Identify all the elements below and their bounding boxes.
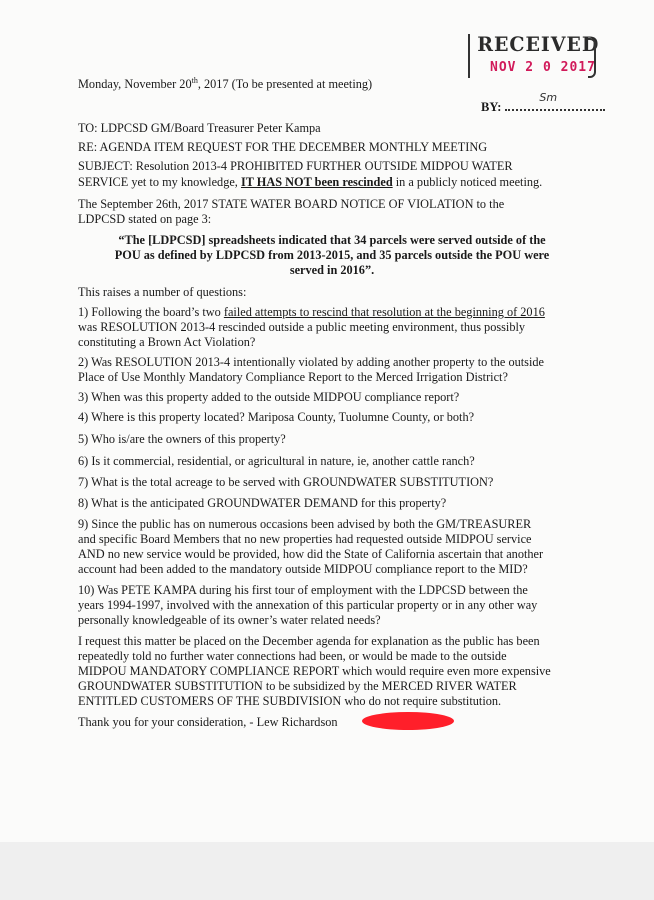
stamp-left-bracket — [468, 34, 474, 78]
question-1-pre: 1) Following the board’s two — [78, 305, 224, 319]
to-line: TO: LDPCSD GM/Board Treasurer Peter Kampa — [78, 121, 321, 135]
date-line-prefix: Monday, November 20 — [78, 77, 192, 91]
question-4: 4) Where is this property located? Mariposa County, Tuolumne County, or both? — [78, 410, 475, 424]
question-9-line-1: 9) Since the public has on numerous occasions been advised by both the GM/TREASURER — [78, 517, 532, 531]
question-6: 6) Is it commercial, residential, or agricultural in nature, ie, another cattle ranch? — [78, 454, 475, 468]
question-9-line-2: and specific Board Members that no new properties had requested outside MIDPOU service — [78, 532, 532, 546]
question-1-underlined: failed attempts to rescind that resolution at the beginning of 2016 — [223, 305, 545, 319]
subject-line-1: SUBJECT: Resolution 2013-4 PROHIBITED FURTHER OUTSIDE MIDPOU WATER — [78, 159, 513, 173]
request-line-5: ENTITLED CUSTOMERS OF THE SUBDIVISION who do not require substitution. — [78, 694, 502, 708]
question-1-line-3: constituting a Brown Act Violation? — [78, 335, 256, 349]
notice-line-1: The September 26th, 2017 STATE WATER BOARD NOTICE OF VIOLATION to the — [78, 197, 505, 211]
raises-line: This raises a number of questions: — [78, 285, 247, 299]
signature-redaction — [362, 712, 454, 730]
question-10-line-2: years 1994-1997, involved with the annexation of this particular property or in any other way — [78, 598, 538, 612]
question-2-line-1: 2) Was RESOLUTION 2013-4 intentionally violated by adding another property to the outside — [78, 355, 544, 369]
date-line-suffix: , 2017 (To be presented at meeting) — [197, 77, 373, 91]
question-2-line-2: Place of Use Monthly Mandatory Compliance Report to the Merced Irrigation District? — [78, 370, 508, 384]
stamp-right-bracket — [588, 38, 596, 78]
subject-line-2-pre: SERVICE yet to my knowledge, — [78, 175, 241, 189]
stamp-received-text: RECEIVED — [477, 32, 600, 56]
question-7: 7) What is the total acreage to be served with GROUNDWATER SUBSTITUTION? — [78, 475, 494, 489]
question-10-line-3: personally knowledgeable of its owner’s water related needs? — [78, 613, 381, 627]
question-1-line-1 — [78, 305, 545, 320]
question-8: 8) What is the anticipated GROUNDWATER DEMAND for this property? — [78, 496, 447, 510]
notice-line-2: LDPCSD stated on page 3: — [78, 212, 212, 226]
by-dotted-line — [505, 91, 605, 111]
closing-line: Thank you for your consideration, - Lew Richardson — [78, 715, 338, 729]
request-line-1: I request this matter be placed on the December agenda for explanation as the public has been — [78, 634, 540, 648]
request-line-3: MIDPOU MANDATORY COMPLIANCE REPORT which would require even more expensive — [78, 664, 551, 678]
quote-line-2: POU as defined by LDPCSD from 2013-2015, and 35 parcels outside the POU were — [114, 248, 550, 262]
question-3: 3) When was this property added to the outside MIDPOU compliance report? — [78, 390, 460, 404]
request-line-4: GROUNDWATER SUBSTITUTION to be subsidized by the MERCED RIVER WATER — [78, 679, 517, 693]
page-bottom-margin — [0, 842, 654, 900]
request-line-2: repeatedly told no further water connections had been, or would be made to the outside — [78, 649, 507, 663]
question-9-line-3: AND no new service would be provided, how did the State of California ascertain that another — [78, 547, 544, 561]
subject-line-2 — [78, 175, 542, 190]
question-9-line-4: account had been added to the mandatory outside MIDPOU compliance report to the MID? — [78, 562, 528, 576]
date-line — [78, 77, 372, 92]
stamp-date: NOV 2 0 2017 — [490, 60, 596, 75]
received-stamp — [468, 30, 600, 82]
quote-line-1: “The [LDPCSD] spreadsheets indicated that 34 parcels were served outside of the — [118, 233, 546, 247]
question-5: 5) Who is/are the owners of this property? — [78, 432, 286, 446]
question-10-line-1: 10) Was PETE KAMPA during his first tour of employment with the LDPCSD between the — [78, 583, 528, 597]
subject-line-2-post: in a publicly noticed meeting. — [392, 175, 543, 189]
by-label: BY: — [481, 100, 502, 114]
by-initials: Sm — [539, 91, 558, 104]
re-line: RE: AGENDA ITEM REQUEST FOR THE DECEMBER MONTHLY MEETING — [78, 140, 488, 154]
by-line — [481, 91, 605, 115]
question-1-line-2: was RESOLUTION 2013-4 rescinded outside a public meeting environment, thus possibly — [78, 320, 526, 334]
quote-line-3: served in 2016”. — [289, 263, 375, 277]
date-line-sup: th — [191, 75, 198, 85]
subject-emphasis: IT HAS NOT been rescinded — [240, 175, 393, 189]
